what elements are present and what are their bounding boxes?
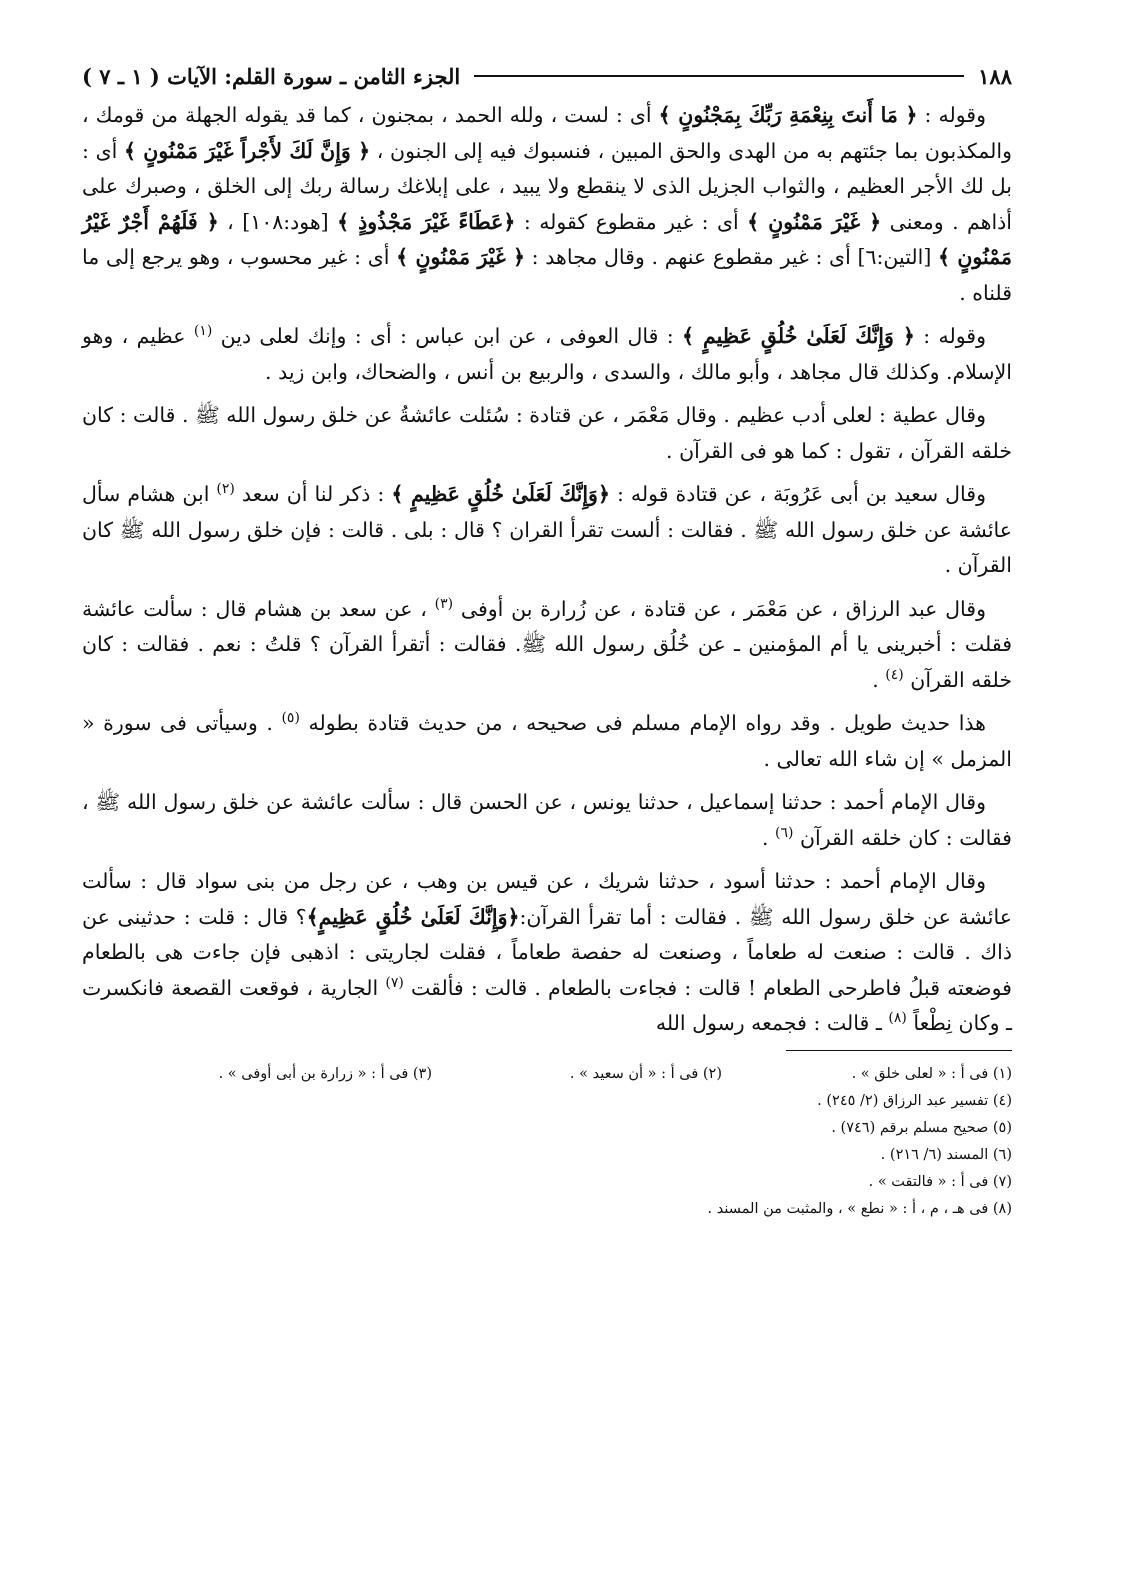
text-run: ابن هشام سأل عائشة عن خلق رسول الله ﷺ . فقالت : ألست تقرأ القران ؟ قال : بلى . قالت : فإن خلق رسول الله ﷺ كان القرآن . [82, 482, 1012, 577]
quran-quote: ﴿ غَيْرَ مَمْنُونٍ ﴾ [747, 209, 882, 234]
footnote-reference: (٣) [434, 595, 454, 612]
quran-quote: ﴿وَإِنَّكَ لَعَلَىٰ خُلُقٍ عَظِيمٍ ﴾ [391, 482, 610, 506]
text-run: وقال سعيد بن أبى عَرُوبَة ، عن قتادة قوله : [609, 482, 986, 506]
footnote: (٥) صحيح مسلم برقم (٧٤٦) . [831, 1119, 1012, 1136]
text-run: الجارية ، فوقعت القصعة فانكسرت ـ وكان نِطْعاً [82, 975, 1012, 1035]
page-header [82, 56, 1012, 96]
footnote-reference: (٥) [281, 710, 300, 727]
paragraph [82, 319, 1012, 390]
text-run: [التين:٦] أى : غير مقطوع عنهم . وقال مجاهد : [525, 245, 939, 269]
page-number: ١٨٨ [978, 63, 1012, 89]
text-run: ، عن سعد بن هشام قال : سألت عائشة فقلت : أخبرينى يا أم المؤمنين ـ عن خُلُق رسول الله ﷺ. فقالت : أتقرأ القرآن ؟ قلتُ : نعم . فقالت : كان خلقه القرآن [82, 596, 1012, 692]
text-run: . [872, 667, 886, 692]
paragraph [82, 785, 1012, 856]
footnote-reference: (٢) [216, 481, 235, 498]
footnote: (٧) فى أ : « فالتقت » . [868, 1173, 1012, 1190]
text-run: هذا حديث طويل . وقد رواه الإمام مسلم فى صحيحه ، من حديث قتادة بطوله [299, 711, 986, 735]
quran-quote: ﴿ فَلَهُمْ أَجْرٌ غَيْرُ مَمْنُونٍ ﴾ [82, 209, 1012, 269]
paragraph [82, 98, 1012, 311]
text-run: وقوله : [917, 103, 987, 127]
text-run: وقوله : [914, 324, 986, 348]
paragraph [82, 398, 1012, 469]
footnote: (٢) فى أ : « أن سعيد » . [569, 1065, 722, 1082]
text-run: : قال العوفى ، عن ابن عباس : أى : وإنك لعلى دين [212, 324, 682, 348]
footnote: (٨) فى هـ ، م ، أ : « نطع » ، والمثبت من المسند . [707, 1200, 1012, 1217]
footnote-rule [786, 1050, 1012, 1051]
footnote-reference: (٧) [385, 974, 404, 991]
quran-quote: ﴿عَطَاءً غَيْرَ مَجْذُوذٍ ﴾ [337, 209, 516, 234]
quran-quote: ﴿ وَإِنَّ لَكَ لأَجْراً غَيْرَ مَمْنُونٍ ﴾ [123, 138, 371, 163]
quran-quote: ﴿ مَا أَنتَ بِنِعْمَةِ رَبِّكَ بِمَجْنُونٍ ﴾ [658, 103, 918, 127]
footnote: (٣) فى أ : « زرارة بن أبى أوفى » . [218, 1065, 432, 1082]
footnote: (٦) المسند (٦/ ٢١٦) . [880, 1146, 1012, 1163]
text-run: . وسيأتى فى سورة « المزمل » إن شاء الله تعالى . [82, 711, 1012, 771]
running-title: الجزء الثامن ـ سورة القلم: الآيات ( ١ ـ ٧ ) [82, 63, 461, 89]
paragraph [82, 864, 1012, 1042]
text-run: وقال عبد الرزاق ، عن مَعْمَر ، عن قتادة ، عن زُرارة بن أوفى [453, 596, 986, 621]
text-run: وقال عطية : لعلى أدب عظيم . وقال مَعْمَر ، عن قتادة : سُئلت عائشةُ عن خلق رسول الله ﷺ . قالت : كان خلقه القرآن ، تقول : كما هو فى القرآن . [82, 403, 1012, 463]
header-rule [474, 75, 964, 77]
text-run: وقال الإمام أحمد : حدثنا إسماعيل ، حدثنا يونس ، عن الحسن قال : سألت عائشة عن خلق رسول الله ﷺ ، فقالت : كان خلقه القرآن [82, 790, 1012, 850]
text-run: أى : لست ، ولله الحمد ، بمجنون ، كما قد يقوله الجهلة من قومك ، والمكذبون بما جئتهم به من الهدى والحق المبين ، فنسبوك فيه إلى الجنون ، [82, 103, 1012, 163]
text-run: : ذكر لنا أن سعد [234, 482, 392, 506]
footnote-row [82, 1061, 1012, 1088]
footnote-reference: (٨) [888, 1010, 907, 1027]
footnotes [82, 1061, 1012, 1223]
paragraph [82, 477, 1012, 584]
text-run: ؟ قال : قلت : حدثينى عن ذاك . قالت : صنعت له طعاماً ، وصنعت له حفصة طعاماً ، فقلت لجاريتى : اذهبى فإن جاءت هى بالطعام فوضعته قبلُ فاطرحى الطعام ! قالت : فجاءت بالطعام . قالت : فألقت [82, 904, 1012, 1000]
text-run: وقال الإمام أحمد : حدثنا أسود ، حدثنا شريك ، عن قيس بن وهب ، عن رجل من بنى سواد قال : سألت عائشة عن خلق رسول الله ﷺ . فقالت : أما تقرأ القرآن: [82, 869, 1012, 929]
document-page [82, 56, 1012, 1526]
text-run: [هود:١٠٨] ، [218, 209, 338, 234]
text-run: عظيم ، وهو الإسلام. وكذلك قال مجاهد ، وأبو مالك ، والسدى ، والربيع بن أنس ، والضحاك، وابن زيد . [82, 324, 1012, 384]
quran-quote: ﴿ غَيْرَ مَمْنُونٍ ﴾ [396, 245, 525, 269]
text-run: أى : غير محسوب ، وهو يرجع إلى ما قلناه . [82, 245, 1012, 305]
quran-quote: ﴿وَإِنَّكَ لَعَلَىٰ خُلُقٍ عَظِيمٍ﴾ [306, 904, 520, 929]
footnote: (٤) تفسير عبد الرزاق (٢/ ٢٤٥) . [817, 1092, 1012, 1109]
text-run: أى : غير مقطوع كقوله : [515, 209, 748, 234]
quran-quote: ﴿ وَإِنَّكَ لَعَلَىٰ خُلُقٍ عَظِيمٍ ﴾ [682, 324, 915, 348]
footnote-reference: (٤) [885, 666, 904, 683]
text-run: ـ قالت : فجمعه رسول الله [655, 1011, 889, 1035]
footnote-reference: (٦) [774, 824, 794, 841]
text-run: . [761, 825, 775, 850]
body-text [82, 98, 1012, 1042]
footnote: (١) فى أ : « لعلى خلق » . [851, 1065, 1012, 1082]
paragraph [82, 592, 1012, 699]
text-run: أى : بل لك الأجر العظيم ، والثواب الجزيل الذى لا ينقطع ولا يبيد ، على إبلاغك رسالة ربك إلى الخلق ، وصبرك على أذاهم . ومعنى [82, 138, 1012, 234]
paragraph [82, 706, 1012, 777]
footnote-reference: (١) [193, 323, 213, 340]
